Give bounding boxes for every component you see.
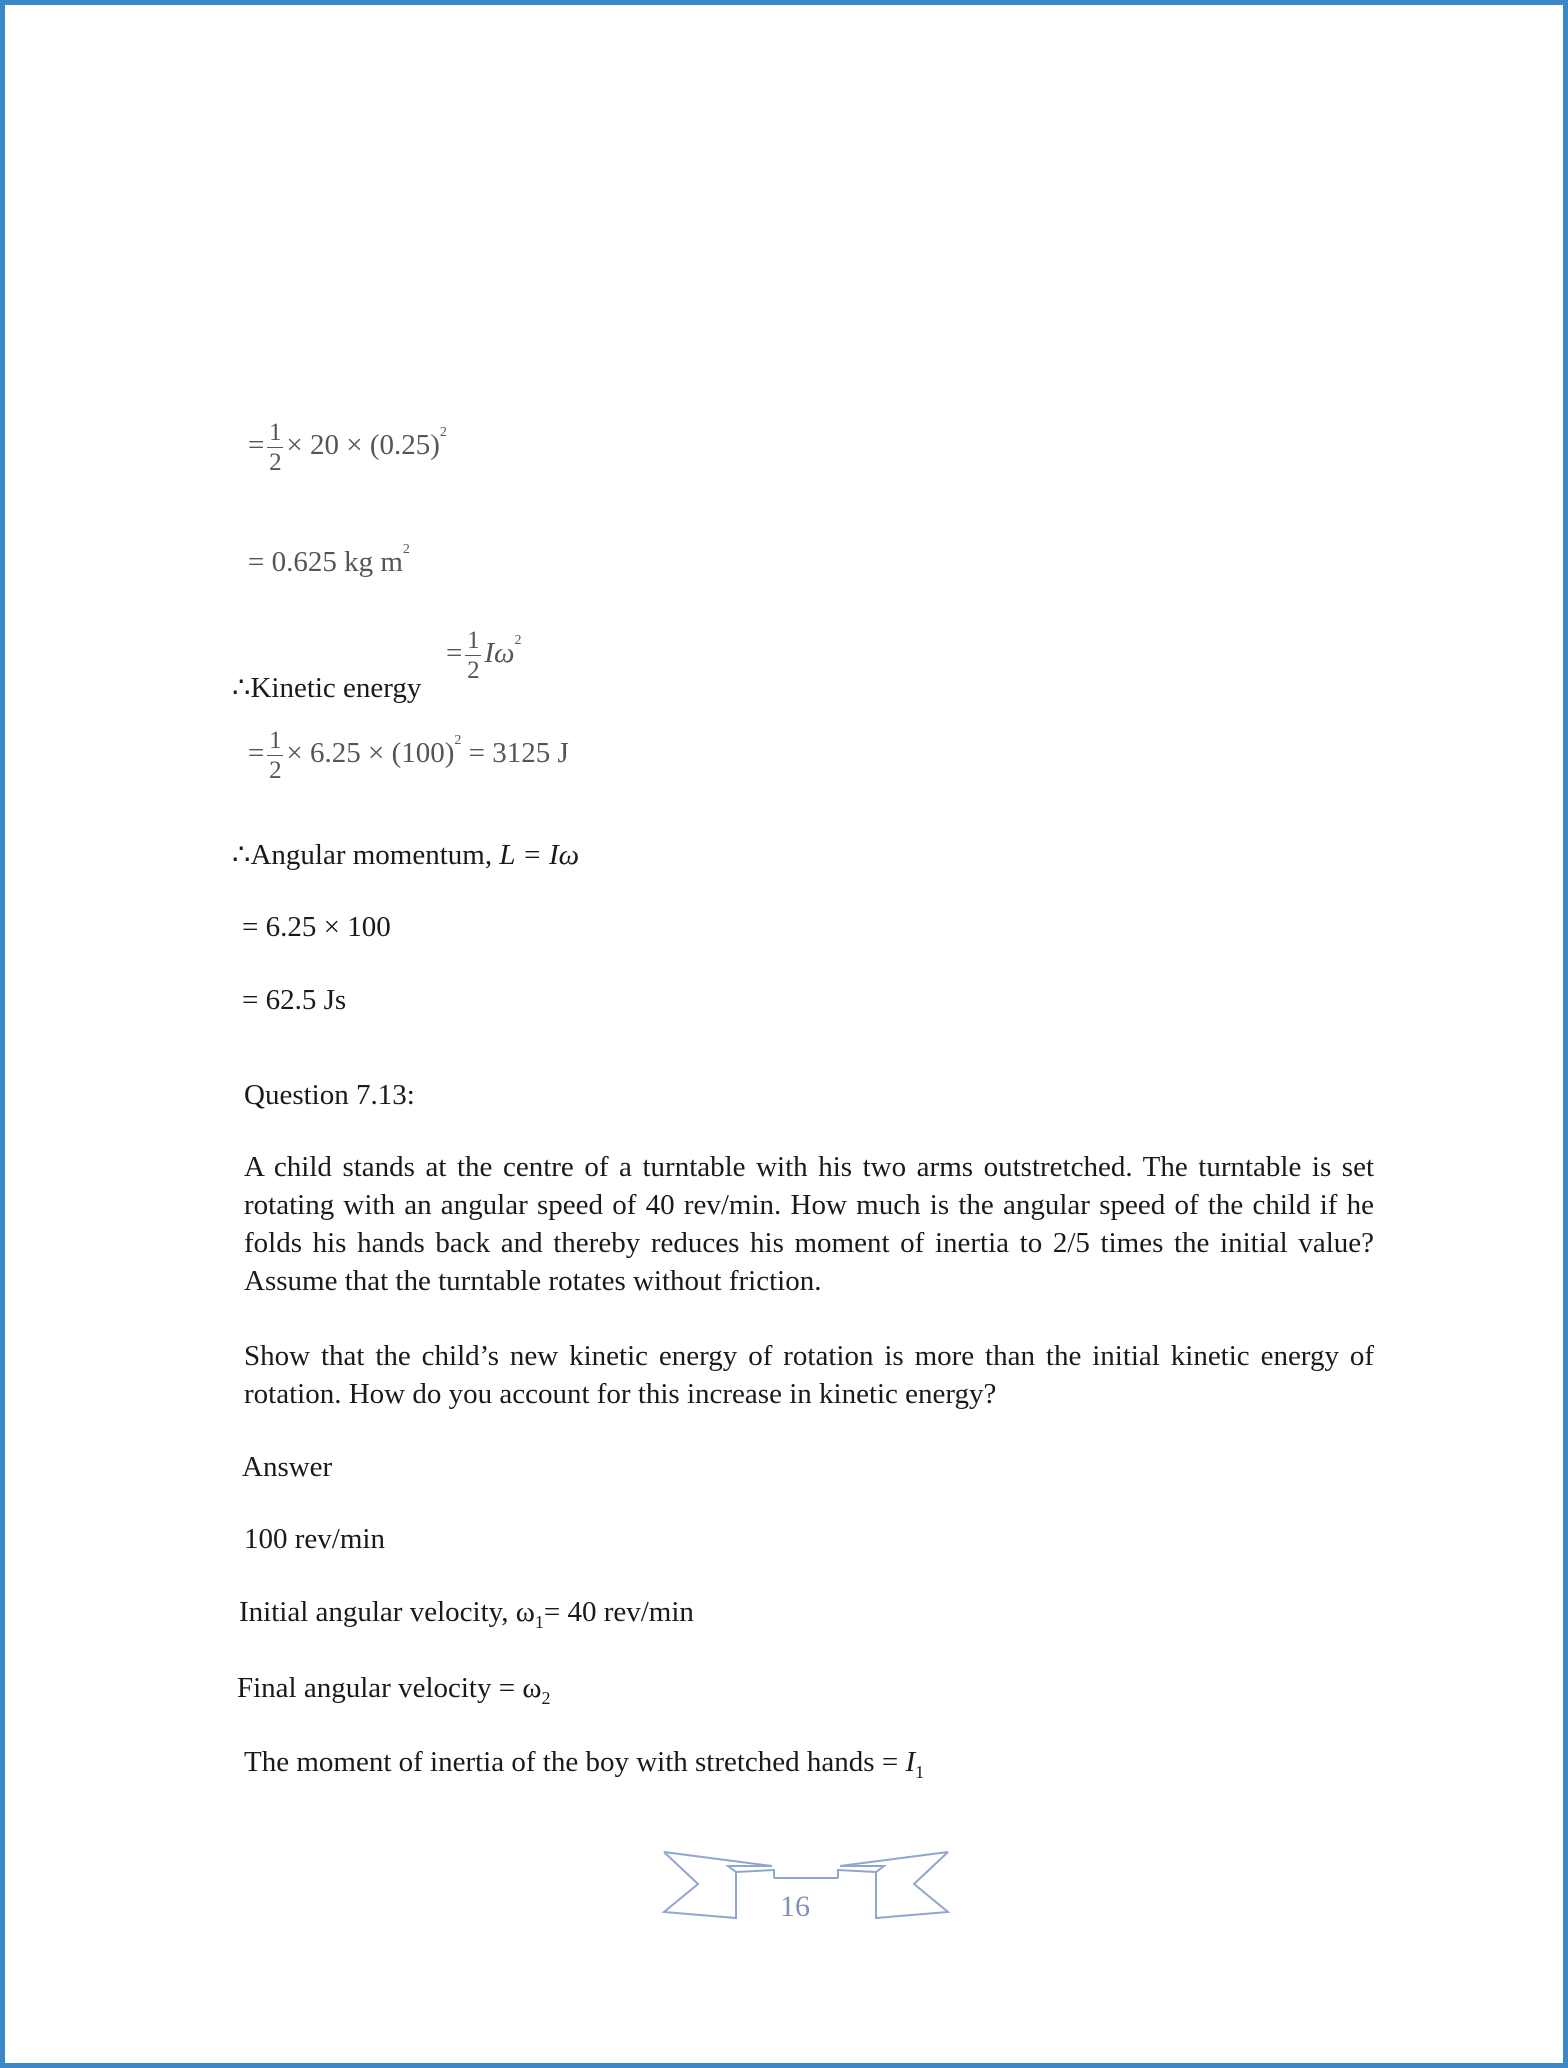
page-number: 16 — [780, 1890, 810, 1923]
question-paragraph-2: Show that the child’s new kinetic energy of rotation is more than the initial kinetic energy of rotation. How do you account for this increase in kinetic energy? — [244, 1340, 1374, 1410]
angular-momentum-line — [232, 841, 579, 870]
equals-sign: = — [446, 637, 463, 670]
fraction-half — [267, 420, 283, 475]
answer-result: 100 rev/min — [244, 1523, 385, 1555]
expression: × 6.25 × (100) — [286, 737, 455, 770]
result-text: = 3125 J — [468, 737, 569, 770]
moment-of-inertia-statement — [244, 1748, 924, 1781]
formula-text: Iω — [484, 637, 515, 670]
question-title: Question 7.13: — [244, 1079, 415, 1111]
equals-sign: = — [248, 429, 265, 462]
exponent: 2 — [439, 425, 447, 441]
kinetic-energy-label: ∴Kinetic energy — [232, 672, 422, 704]
initial-velocity-label: Initial angular velocity, ω — [239, 1596, 535, 1628]
numerator: 1 — [269, 727, 282, 754]
subscript: 1 — [534, 1611, 544, 1632]
answer-label: Answer — [242, 1451, 333, 1483]
equals-sign: = — [248, 737, 265, 770]
denominator: 2 — [467, 657, 480, 684]
kinetic-energy-formula — [446, 628, 522, 683]
moment-of-inertia-calculation — [248, 420, 447, 475]
fraction-half — [267, 728, 283, 783]
initial-angular-velocity — [239, 1598, 694, 1631]
moment-variable: I — [905, 1746, 916, 1778]
moment-statement-label: The moment of inertia of the boy with stretched hands = — [244, 1746, 906, 1778]
denominator: 2 — [269, 757, 282, 784]
angular-momentum-step-2: = 62.5 Js — [242, 984, 347, 1016]
kinetic-energy-calculation — [248, 728, 569, 783]
final-angular-velocity — [237, 1674, 550, 1707]
subscript: 1 — [915, 1761, 925, 1782]
final-velocity-label: Final angular velocity = ω — [237, 1672, 542, 1704]
denominator: 2 — [269, 449, 282, 476]
moment-of-inertia-result — [248, 543, 410, 577]
initial-velocity-value: = 40 rev/min — [543, 1596, 694, 1628]
expression: × 20 × (0.25) — [286, 429, 440, 462]
angular-momentum-label: ∴Angular momentum, — [232, 839, 500, 871]
fraction-half — [465, 628, 481, 683]
angular-momentum-step-1: = 6.25 × 100 — [242, 911, 391, 943]
exponent: 2 — [402, 542, 410, 557]
angular-momentum-formula: L = Iω — [499, 839, 580, 871]
numerator: 1 — [467, 627, 480, 654]
question-paragraph-1: A child stands at the centre of a turntable with his two arms outstretched. The turntable is set rotating with an angular speed of 40 rev/min. How much is the angular speed of the child if he folds his hands back and thereby reduces his moment of inertia to 2/5 times the initial value? Assume that the turntable rotates without friction. — [244, 1151, 1374, 1297]
numerator: 1 — [269, 419, 282, 446]
subscript: 2 — [541, 1687, 551, 1708]
exponent: 2 — [514, 633, 522, 649]
result-text: = 0.625 kg m — [248, 546, 403, 578]
exponent: 2 — [454, 733, 462, 749]
